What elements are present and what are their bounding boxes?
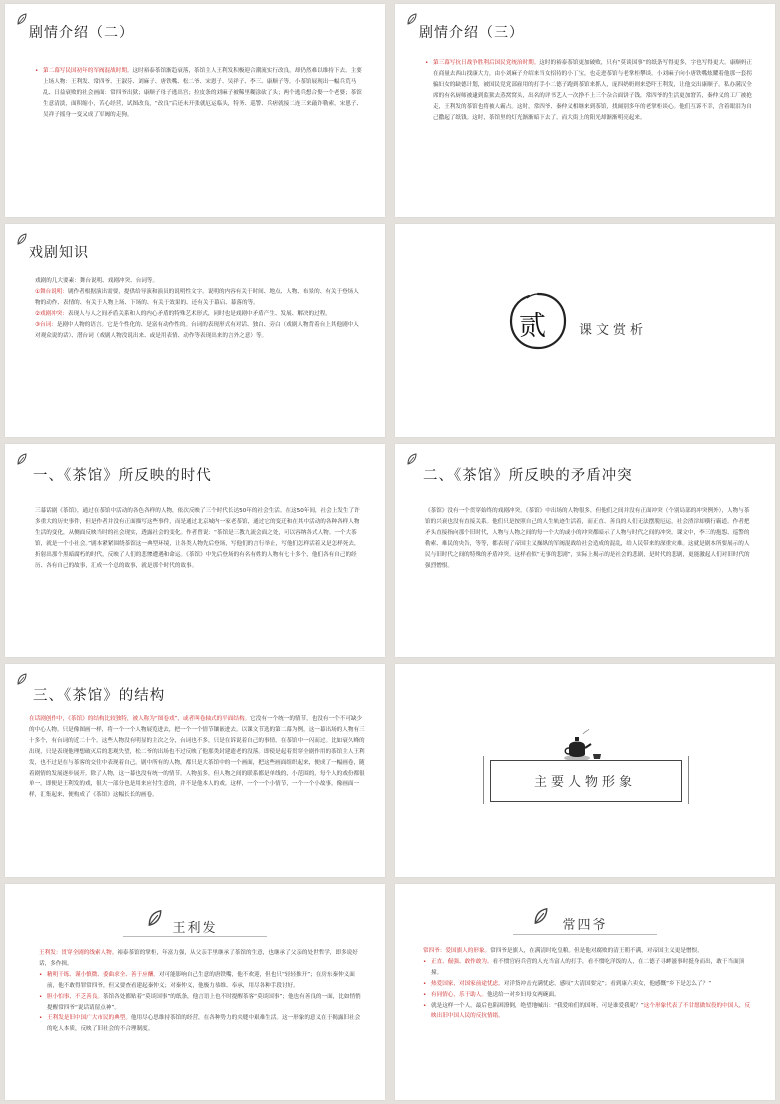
body-text: 《茶馆》没有一个贯穿始终的戏剧冲突。《茶馆》中出场的人物很多，但他们之间并没有正面冲突（个别局部的冲突例外），人物与茶馆的兴衰也没有直接关系。他们只是按照自己的人生轨迹生活着，而正直、善良的人们无法摆脱厄运，社会渣滓却横行霸道。作者把矛头直接指向那个旧时代，人物与人物之间的每一个大的或小的冲突都暗示了人物与时代之间的冲突。课文中，李三的抱怨、巡警的勒索、难民的央告，等等，都表现了帝国主义操纵的军阀混战给社会造成的混乱，给人民带来的深重灾难。这就是剧本所要展示的人民与旧时代之间的特殊的矛盾冲突。这样看似“无事的悲剧”，实际上揭示的是社会的悲剧，是时代的悲剧，更能激起人们对旧时代的强烈憎恨。	[425, 508, 750, 569]
lead-text: 第二幕写民国初年的军阀混战时期。	[43, 68, 133, 74]
trait-item	[39, 992, 361, 1014]
lead-text: 王利发：贯穿全剧的线索人物。	[39, 950, 118, 956]
trait-label: 就是这样一个人，最后也陷困潦倒，绝望地喊出：“我爱咱们的国呀，可是谁爱我呢？”	[431, 1002, 644, 1009]
character-name: 常四爷	[562, 918, 608, 933]
section-title: 主要人物形象	[533, 775, 636, 790]
page-title: 二、《茶馆》所反映的矛盾冲突	[423, 468, 633, 484]
divider	[123, 936, 267, 937]
trait-label: 精明干练、谨小慎微、委曲求全、善于应酬。	[47, 971, 159, 978]
slide-conflict	[395, 444, 775, 657]
slide-plot-two	[5, 4, 385, 217]
trait-text: 这个形象代表了不甘愿做奴役的中国人，反映出旧中国人民的反抗情绪。	[431, 1002, 751, 1020]
item-label: ③台词：	[35, 321, 57, 328]
item-label: ②戏剧冲突：	[35, 310, 68, 317]
leaf-icon	[15, 232, 29, 246]
slide-body	[35, 276, 363, 341]
item-text: 表现人与人之间矛盾关系和人的内心矛盾的特殊艺术形式，同时也是戏剧中矛盾产生、发展、解决的过程。	[67, 310, 331, 317]
slide-section-two	[395, 224, 775, 437]
slide-body	[425, 506, 753, 571]
knowledge-item	[35, 309, 363, 320]
trait-text: 他送给一对乡妇母女两碗面。	[486, 991, 560, 998]
page-title: 剧情介绍（二）	[29, 25, 134, 41]
section-number: 贰	[519, 311, 546, 342]
slide-wang-lifa	[5, 884, 385, 1100]
page-title: 剧情介绍（三）	[419, 25, 524, 41]
leaf-icon	[405, 452, 419, 466]
slide-era	[5, 444, 385, 657]
slide-body	[423, 946, 753, 1022]
slide-chang-siye	[395, 884, 775, 1100]
leaf-icon	[15, 12, 29, 26]
trait-label: 有同情心，乐于助人。	[431, 991, 487, 998]
slide-body	[35, 66, 363, 121]
trait-text: 看不惯官府兵营的人充当富人的打手，看不惯吃洋饭的人，在二德子寻衅滋事时挺身而出，敢于当面顶撞。	[431, 958, 745, 976]
item-text: 是剧中人物的语言。它是个性化的、是富有动作性的。台词的表现形式有对话、独白、旁白（戏剧人物背着台上其他剧中人对观众说的话）、潜台词（戏剧人物没说出来、或是用表情、动作等表现出来的言外之意）等。	[35, 321, 359, 339]
trait-label: 热爱国家，对国家前途忧虑。	[431, 980, 504, 987]
leaf-icon	[15, 452, 29, 466]
section-title: 课文赏析	[579, 323, 648, 338]
divider	[513, 934, 657, 935]
trait-label: 王利发是旧中国广大市民的典型。	[47, 1015, 131, 1022]
trait-text: 茶馆各处都贴着“莫谈国事”的纸条，他言语上也不时提醒茶客“莫谈国事”；他也有善良的一面，比如悄悄提醒常四爷“说话请留点神”。	[47, 993, 361, 1011]
item-text: 剧作者根据演出需要，提供给导演和演员的说明性文字。说明的内容有关于时间、地点、人物、布景的、有关于登场人物的动作、表情的、有关于人物上场、下场的、有关于效果的、还有关于幕启、幕落的等。	[35, 288, 359, 306]
trait-item	[423, 979, 753, 990]
slide-drama-knowledge	[5, 224, 385, 437]
page-title: 一、《茶馆》所反映的时代	[33, 468, 212, 484]
character-name: 王利发	[172, 921, 218, 936]
lead-text: 常四爷：爱国旗人的形象。	[423, 948, 491, 954]
page-title: 戏剧知识	[29, 245, 89, 261]
trait-item	[39, 1013, 361, 1035]
trait-item	[423, 990, 753, 1001]
slide-body	[29, 714, 367, 801]
body-text: 这时裕泰茶馆渐趋衰落，茶馆主人王利发积极迎合潮流实行改良，却仍然难以维持下去。主要上场人物：王利发、常四爷、王淑芬、刘麻子、唐铁嘴、松二爷、宋恩子、吴祥子、李三、康顺子等。小茶馆展现出一幅兵荒马乱、日益衰败的社会画面：常四爷出狱；康顺子母子逃出宫；拉皮条的刘麻子被稀里糊涂砍了头；两个逃兵想合娶一个老婆；茶馆生意清淡，面积缩小，苦心经营，试图改良，“改良”后还未开张就厄运临头，特务、巡警、兵痞就接二连三来敲诈勒索，宋恩子、吴祥子摇身一变又成了军阀的走狗。	[43, 68, 363, 118]
body-text: 三幕话剧《茶馆》，通过在茶馆中活动的各色各样的人物，依次反映了三个时代长达50年的社会生活。在这50年间，社会上发生了许多重大的历史事件，但是作者并没有正面描写这些事件，而是通过北京城内一家老茶馆，通过它的变迁和在其中活动的各种各样人物生活的变化，从侧面反映当时的社会现实，透露社会的变化。作者曾说：“茶馆是三教九流会面之处，可以容纳各式人物。一个大茶馆，就是一个小社会。”剧本紧紧围绕茶馆这一典型环境，让各类人物先后登场，写他们的言行举止，写他们怎样活着又是怎样死去，折射出那个黑暗腐朽的时代，反映了人们的悲惨遭遇和命运。《茶馆》中先后登场的有名有姓的人物有七十多个，他们各有自己的经历、各有自己的故事，汇成一个总的故事，就是那个时代的故事。	[35, 508, 360, 569]
slide-body	[425, 58, 753, 123]
slide-body	[39, 948, 361, 1035]
slide-body	[35, 506, 363, 571]
knowledge-item	[35, 287, 363, 309]
leaf-icon	[405, 12, 419, 26]
trait-text: 对洋货冲击充满忧虑，感叹“大清国要完”；看到康六卖女，他感慨“乡下是怎么了？”	[503, 980, 712, 987]
intro-text: 戏剧的几大要素：舞台说明、戏剧冲突、台词等。	[35, 278, 159, 284]
body-text: 常四爷是旗人，在满清时吃皇粮。但是他对腐败的清王朝不满，对帝国主义更是憎恨。	[490, 948, 703, 954]
body-text: 它没有一个统一的情节，也没有一个不可缺少的中心人物。只是像图画一样，将一个一个人物展览进去，把一个一个情节镶嵌进去。以课文节选的第二幕为例，这一幕出场的人物有三十多个，有台词的近二十个。这些人物没有明显的主次之分，台词也不多，只是在诉说着自己的事情，在茶馆中一闪而过。比如衰久峰的出现，只是表现他理想破灭后的悲观失望，松二爷的出场也不过反映了他那类封建遗老的没落。即使是起着贯穿全剧作用的茶馆主人王利发，也不过是在与茶客的交往中表现着自己。剧中所有的人物，都只是大茶馆中的一个画面，把这些画面组织起来，便成了一幅画卷，随着剧情的发展逐步展开。除了人物，这一幕也没有统一的情节。人物虽多，但人物之间的联系都是单线的，小范围的，每个人的戏份都很单一。即便是王利发的戏，很大一部分也是用来应付生意的，并不是他本人的戏。这样，一个一个小情节，一个一个小故事，像画面一样，汇集起来，便构成了《茶馆》这幅长长的画卷。	[29, 716, 365, 799]
trait-label: 正直、倔强、敢作敢为。	[431, 958, 493, 965]
trait-item	[423, 1001, 753, 1023]
body-text: 这时的裕泰茶馆更加破败，只有“莫谈国事”的纸条写得更多，字也写得更大。康顺妈正在商量去西山找康大力，由小刘麻子介绍来当女招待的小丁宝，也走进茶馆与老掌柜攀谈。小刘麻子向小唐铁嘴炫耀着他那一套拐骗妇女的缺德计划，被国民党党部雇用的打手小二德子跑到茶馆来抓人，庞四奶奶则来恐吓王利发，让他交出康顺子。私办满汉全席的有名厨师被逮到监狱去蒸窝窝头，出名的评书艺人一次挣不上三个杂合面饼子钱，常四爷的生活更加窘苦，秦仲义的工厂被抢走，王利发的茶馆也将被人霸占。这时，常四爷、秦仲义相继来到茶馆，找阔别多年的老掌柜谈心。他们互诉不幸，含着眼泪为自己撒起了纸钱。这时，茶馆里的灯光渐渐暗下去了，而大街上的阳光却渐渐明亮起来。	[433, 60, 753, 121]
body-text: 裕泰茶馆的掌柜，年富力强，从父亲手里继承了茶馆的生意，也继承了父亲的处世哲学，即多说好话，多作揖。	[39, 950, 358, 967]
slide-characters-cover	[395, 664, 775, 877]
page-title: 三、《茶馆》的结构	[33, 688, 166, 704]
item-label: ①舞台说明：	[35, 288, 68, 295]
trait-item	[39, 970, 361, 992]
trait-text: 他用尽心思维持茶馆的经营，在各种势力的夹缝中艰难生活。这一形象的意义在于揭露旧社会的吃人本质，反映了旧社会的不合理制度。	[47, 1015, 361, 1033]
lead-text: 在话剧创作中，《茶馆》的结构比较独特，被人称为“图卷戏”，或者叫卷轴式的平面结构。	[29, 716, 251, 722]
slide-structure	[5, 664, 385, 877]
knowledge-item	[35, 320, 363, 342]
trait-text: 对可能影响自己生意的唐铁嘴，他不欢迎，但也只“轻轻推开”；在房东秦仲义面前，他不敢得罪常四爷，但又要查看建起秦仲义；对秦仲义，他极力恭维、奉承，用尽各种手段讨好。	[47, 971, 355, 989]
lead-text: 第三幕写抗日战争胜利后国民党统治时期。	[433, 60, 540, 66]
trait-label: 胆小怕事、不乏善良。	[47, 993, 103, 1000]
trait-item	[423, 957, 753, 979]
slide-plot-three	[395, 4, 775, 217]
leaf-icon	[15, 672, 29, 686]
